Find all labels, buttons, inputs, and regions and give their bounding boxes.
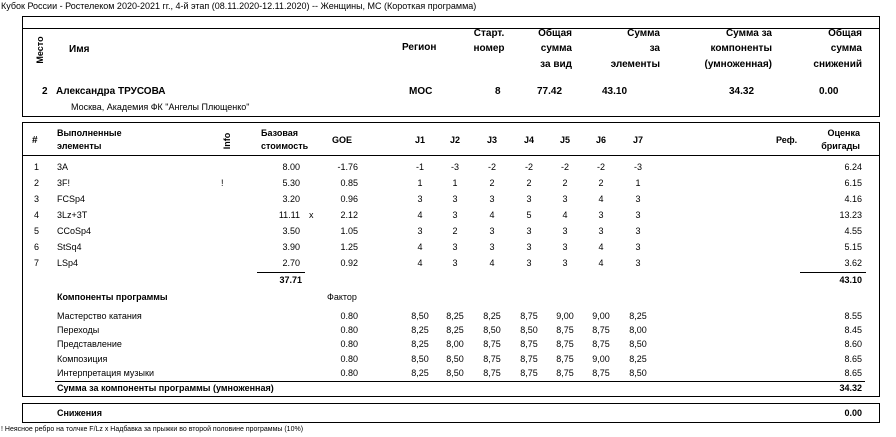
element-judge-3: 4	[489, 210, 495, 220]
element-number: 7	[34, 258, 40, 268]
panel-score-header-2: бригады	[821, 141, 860, 151]
deductions-header-1: Общая	[828, 28, 862, 39]
element-info: !	[221, 178, 224, 188]
element-panel-score: 13.23	[839, 210, 862, 220]
component-judge-6: 9,00	[592, 311, 610, 321]
component-judge-7: 8,25	[629, 311, 647, 321]
component-judge-3: 8,75	[483, 339, 501, 349]
component-score: 8.65	[844, 368, 862, 378]
element-code: StSq4	[57, 242, 82, 252]
element-goe: 2.12	[340, 210, 358, 220]
components-total-value: 34.32	[839, 383, 862, 393]
element-judge-2: 2	[452, 226, 458, 236]
component-name: Представление	[57, 339, 122, 349]
element-judge-7: -3	[633, 162, 642, 172]
components-header-3: (умноженная)	[704, 59, 772, 70]
element-panel-score: 5.15	[844, 242, 862, 252]
element-judge-4: 3	[526, 194, 532, 204]
start-header-1: Старт.	[473, 28, 505, 39]
judge-header-2: J2	[449, 135, 460, 145]
element-judge-2: 3	[452, 210, 458, 220]
element-judge-6: 3	[598, 226, 604, 236]
component-name: Мастерство катания	[57, 311, 142, 321]
skater-elements-score: 43.10	[602, 86, 628, 97]
element-number: 1	[34, 162, 40, 172]
component-name: Композиция	[57, 354, 108, 364]
component-score: 8.55	[844, 311, 862, 321]
element-judge-1: 3	[417, 194, 423, 204]
element-judge-5: 3	[562, 194, 568, 204]
element-base-value: 2.70	[282, 258, 300, 268]
component-judge-7: 8,50	[629, 339, 647, 349]
element-judge-3: -2	[487, 162, 496, 172]
base-value-header-1: Базовая	[261, 128, 299, 138]
element-judge-2: 3	[452, 242, 458, 252]
deductions-value: 0.00	[844, 408, 862, 418]
event-title: Кубок России - Ростелеком 2020-2021 гг., 4-й этап (08.11.2020-12.11.2020) -- Женщины, МС (Короткая программа)	[1, 1, 477, 11]
element-judge-3: 3	[489, 194, 495, 204]
skater-total: 77.42	[537, 86, 563, 97]
footnote: ! Неясное ребро на толчке F/Lz x Надбавка за прыжки во второй половине программы (10%)	[1, 426, 304, 433]
component-judge-2: 8,50	[446, 354, 464, 364]
deductions-box	[22, 403, 880, 423]
element-goe: 1.25	[340, 242, 358, 252]
info-header: Info	[222, 132, 232, 150]
element-code: 3A	[57, 162, 69, 172]
skater-deductions: 0.00	[819, 86, 839, 97]
element-judge-1: 4	[417, 210, 423, 220]
judge-header-6: J6	[595, 135, 606, 145]
component-judge-7: 8,00	[629, 325, 647, 335]
element-judge-6: -2	[596, 162, 605, 172]
skater-components-score: 34.32	[729, 86, 755, 97]
element-judge-1: 1	[417, 178, 423, 188]
region-header: Регион	[402, 42, 437, 53]
elements-header-1: Сумма	[627, 28, 660, 39]
element-judge-7: 3	[635, 258, 641, 268]
skater-region: МОС	[409, 86, 433, 97]
component-name: Переходы	[57, 325, 100, 335]
element-judge-5: 3	[562, 242, 568, 252]
element-panel-score: 6.15	[844, 178, 862, 188]
component-factor: 0.80	[340, 311, 358, 321]
element-judge-2: 3	[452, 194, 458, 204]
element-goe: -1.76	[337, 162, 358, 172]
start-header-2: номер	[473, 43, 505, 54]
component-judge-1: 8,25	[411, 339, 429, 349]
component-judge-4: 8,75	[520, 354, 538, 364]
component-judge-2: 8,00	[446, 339, 464, 349]
skater-club: Москва, Академия ФК "Ангелы Плющенко"	[71, 102, 250, 112]
skater-start-number: 8	[495, 86, 501, 97]
component-judge-7: 8,25	[629, 354, 647, 364]
component-judge-4: 8,75	[520, 339, 538, 349]
element-judge-7: 3	[635, 194, 641, 204]
element-judge-2: 1	[452, 178, 458, 188]
element-judge-4: 2	[526, 178, 532, 188]
component-factor: 0.80	[340, 368, 358, 378]
place-header: Место	[35, 36, 45, 64]
element-base-value: 11.11	[278, 210, 300, 220]
component-judge-2: 8,50	[446, 368, 464, 378]
element-judge-3: 3	[489, 226, 495, 236]
element-base-value: 3.90	[282, 242, 300, 252]
element-judge-5: 3	[562, 226, 568, 236]
component-judge-1: 8,50	[411, 354, 429, 364]
element-goe: 0.96	[340, 194, 358, 204]
element-judge-2: 3	[452, 258, 458, 268]
element-exec-header-1: Выполненные	[57, 128, 122, 138]
deductions-header-3: снижений	[813, 59, 862, 70]
element-judge-6: 2	[598, 178, 604, 188]
goe-header: GOE	[332, 135, 353, 145]
elements-header-2: за	[649, 43, 660, 54]
component-factor: 0.80	[340, 339, 358, 349]
element-judge-6: 3	[598, 210, 604, 220]
component-judge-1: 8,25	[411, 368, 429, 378]
component-judge-3: 8,25	[483, 311, 501, 321]
element-goe: 0.85	[340, 178, 358, 188]
element-panel-score: 4.55	[844, 226, 862, 236]
element-code: CCoSp4	[57, 226, 92, 236]
element-panel-score: 3.62	[844, 258, 862, 268]
element-judge-7: 3	[635, 242, 641, 252]
component-judge-5: 8,75	[556, 325, 574, 335]
judge-header-5: J5	[559, 135, 570, 145]
components-title: Компоненты программы	[57, 292, 168, 302]
components-total-label: Сумма за компоненты программы (умноженная)	[57, 383, 274, 393]
total-header-3: за вид	[540, 59, 572, 70]
component-judge-1: 8,25	[411, 325, 429, 335]
component-factor: 0.80	[340, 325, 358, 335]
elements-header-rule	[22, 155, 880, 156]
element-judge-7: 3	[635, 210, 641, 220]
element-judge-4: 3	[526, 226, 532, 236]
element-code: FCSp4	[57, 194, 86, 204]
element-judge-6: 4	[598, 258, 604, 268]
total-header-2: сумма	[540, 43, 572, 54]
skater-name: Александра ТРУСОВА	[56, 86, 166, 97]
component-judge-6: 9,00	[592, 354, 610, 364]
elements-base-total: 37.71	[279, 275, 302, 285]
component-judge-3: 8,75	[483, 354, 501, 364]
element-code: 3F!	[57, 178, 71, 188]
component-judge-3: 8,75	[483, 368, 501, 378]
element-judge-6: 4	[598, 194, 604, 204]
component-judge-2: 8,25	[446, 311, 464, 321]
element-judge-4: 5	[526, 210, 532, 220]
element-code: LSp4	[57, 258, 79, 268]
element-judge-6: 4	[598, 242, 604, 252]
element-exec-header-2: элементы	[57, 141, 102, 151]
element-judge-1: 4	[417, 258, 423, 268]
component-judge-4: 8,75	[520, 368, 538, 378]
element-num-header: #	[32, 135, 38, 146]
element-panel-score: 6.24	[844, 162, 862, 172]
component-judge-5: 8,75	[556, 368, 574, 378]
component-factor: 0.80	[340, 354, 358, 364]
components-header-2: компоненты	[710, 43, 772, 54]
component-judge-7: 8,50	[629, 368, 647, 378]
element-judge-4: -2	[524, 162, 533, 172]
component-judge-6: 8,75	[592, 339, 610, 349]
ref-header: Реф.	[776, 135, 798, 145]
component-name: Интерпретация музыки	[57, 368, 154, 378]
element-judge-3: 3	[489, 242, 495, 252]
element-judge-2: -3	[450, 162, 459, 172]
component-judge-2: 8,25	[446, 325, 464, 335]
element-judge-5: 4	[562, 210, 568, 220]
elements-score-total: 43.10	[839, 275, 862, 285]
element-judge-7: 1	[635, 178, 641, 188]
name-header: Имя	[69, 44, 90, 55]
component-judge-6: 8,75	[592, 368, 610, 378]
element-base-value: 3.50	[282, 226, 300, 236]
element-number: 6	[34, 242, 40, 252]
element-code: 3Lz+3T	[57, 210, 88, 220]
element-number: 3	[34, 194, 40, 204]
judge-header-1: J1	[414, 135, 425, 145]
component-judge-5: 9,00	[556, 311, 574, 321]
judge-header-3: J3	[486, 135, 497, 145]
factor-header: Фактор	[327, 292, 357, 302]
element-judge-3: 2	[489, 178, 495, 188]
elements-header-3: элементы	[610, 59, 660, 70]
element-number: 4	[34, 210, 40, 220]
components-total-rule	[55, 381, 865, 382]
judge-header-7: J7	[632, 135, 643, 145]
element-base-value: 8.00	[282, 162, 300, 172]
deductions-header-2: сумма	[830, 43, 862, 54]
element-bonus-mark: x	[309, 210, 314, 220]
element-number: 5	[34, 226, 40, 236]
element-judge-1: -1	[415, 162, 424, 172]
components-header-1: Сумма за	[725, 28, 772, 39]
element-panel-score: 4.16	[844, 194, 862, 204]
total-header-1: Общая	[538, 28, 572, 39]
element-judge-4: 3	[526, 258, 532, 268]
element-base-value: 5.30	[282, 178, 300, 188]
element-base-value: 3.20	[282, 194, 300, 204]
element-goe: 0.92	[340, 258, 358, 268]
component-judge-4: 8,75	[520, 311, 538, 321]
component-judge-6: 8,75	[592, 325, 610, 335]
component-score: 8.60	[844, 339, 862, 349]
panel-score-header-1: Оценка	[827, 128, 860, 138]
element-goe: 1.05	[340, 226, 358, 236]
base-total-rule	[257, 272, 305, 273]
element-judge-1: 4	[417, 242, 423, 252]
element-judge-1: 3	[417, 226, 423, 236]
score-total-rule	[800, 272, 866, 273]
element-judge-4: 3	[526, 242, 532, 252]
element-number: 2	[34, 178, 40, 188]
judge-header-4: J4	[523, 135, 534, 145]
component-judge-5: 8,75	[556, 354, 574, 364]
deductions-label: Снижения	[57, 408, 102, 418]
component-judge-3: 8,50	[483, 325, 501, 335]
element-judge-5: -2	[560, 162, 569, 172]
base-value-header-2: стоимость	[261, 141, 309, 151]
element-judge-5: 3	[562, 258, 568, 268]
element-judge-5: 2	[562, 178, 568, 188]
component-score: 8.45	[844, 325, 862, 335]
element-judge-3: 4	[489, 258, 495, 268]
skater-place: 2	[42, 86, 48, 97]
element-judge-7: 3	[635, 226, 641, 236]
component-judge-1: 8,50	[411, 311, 429, 321]
component-judge-4: 8,50	[520, 325, 538, 335]
component-judge-5: 8,75	[556, 339, 574, 349]
component-score: 8.65	[844, 354, 862, 364]
